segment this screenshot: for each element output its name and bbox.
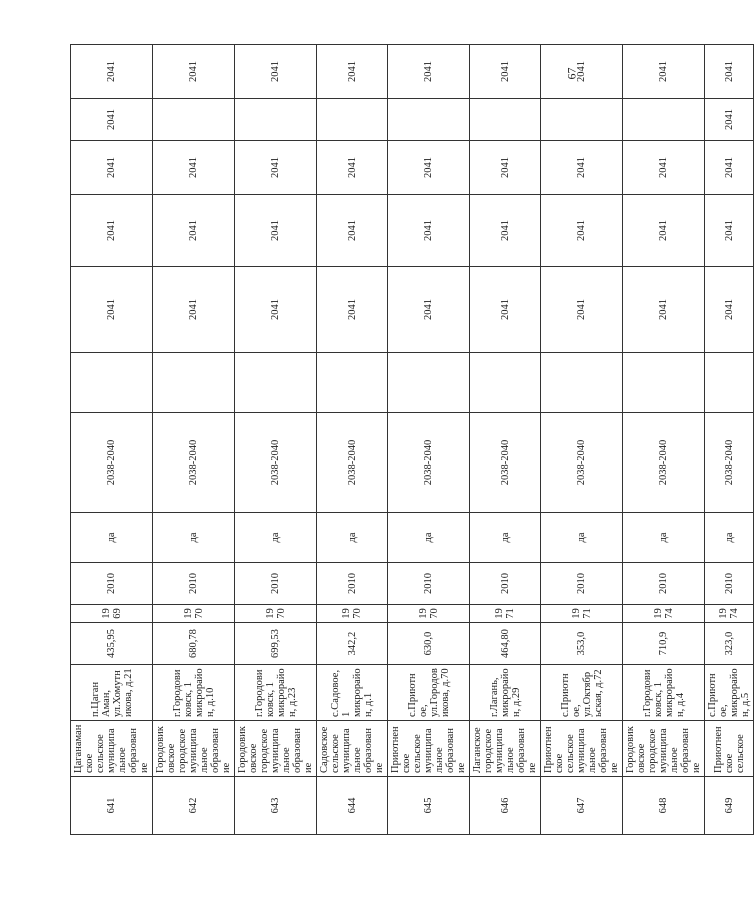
empty-cell (153, 353, 235, 413)
survey-year-cell: 2010 (623, 563, 705, 605)
year-cell (235, 99, 317, 141)
area-cell: 342,2 (317, 623, 388, 665)
area-cell: 680,78 (153, 623, 235, 665)
flag-cell: да (541, 513, 623, 563)
year-cell: 2041 (317, 267, 388, 353)
empty-cell (541, 353, 623, 413)
empty-cell (235, 353, 317, 413)
year-cell: 2041 (388, 45, 470, 99)
address-cell: п.Цаган Аман, ул.Хомутникова, д.21 (71, 665, 153, 721)
year-cell (470, 99, 541, 141)
row-number: 646 (470, 777, 541, 835)
row-number: 644 (317, 777, 388, 835)
year-cell: 2041 (541, 195, 623, 267)
row-number: 649 (705, 777, 754, 835)
table-row (623, 45, 705, 835)
table-row (541, 45, 623, 835)
year-cell: 2041 (623, 45, 705, 99)
period-cell: 2038-2040 (235, 413, 317, 513)
year-cell: 2041 (317, 195, 388, 267)
area-cell: 464,80 (470, 623, 541, 665)
year-cell: 2041 (623, 195, 705, 267)
survey-year-cell: 2010 (317, 563, 388, 605)
row-number: 642 (153, 777, 235, 835)
year-built-cell: 1971 (470, 605, 541, 623)
municipality-cell: Городовиковское городское муниципальное образование (153, 721, 235, 777)
period-cell: 2038-2040 (705, 413, 754, 513)
municipality-cell: Городовиковское городское муниципальное образование (623, 721, 705, 777)
year-cell: 2041 (388, 195, 470, 267)
survey-year-cell: 2010 (388, 563, 470, 605)
year-built-cell: 1970 (388, 605, 470, 623)
survey-year-cell: 2010 (470, 563, 541, 605)
period-cell: 2038-2040 (388, 413, 470, 513)
year-cell: 2041 (317, 45, 388, 99)
period-cell: 2038-2040 (623, 413, 705, 513)
table-row (705, 45, 754, 835)
empty-cell (71, 353, 153, 413)
municipality-cell: Приютненское сельское (705, 721, 754, 777)
year-built-cell: 1974 (705, 605, 754, 623)
period-cell: 2038-2040 (470, 413, 541, 513)
flag-cell: да (153, 513, 235, 563)
area-cell: 710,9 (623, 623, 705, 665)
address-cell: г.Городовиковск, 1 микрорайон, д.4 (623, 665, 705, 721)
year-cell: 2041 (153, 141, 235, 195)
empty-cell (705, 353, 754, 413)
year-built-cell: 1971 (541, 605, 623, 623)
year-cell: 2041 (470, 267, 541, 353)
year-built-cell: 1970 (153, 605, 235, 623)
table-row (470, 45, 541, 835)
year-cell: 2041 (623, 267, 705, 353)
year-cell: 2041 (541, 45, 623, 99)
row-number: 648 (623, 777, 705, 835)
year-cell: 2041 (71, 195, 153, 267)
year-cell: 2041 (470, 45, 541, 99)
year-cell: 2041 (317, 141, 388, 195)
period-cell: 2038-2040 (541, 413, 623, 513)
year-cell: 2041 (705, 99, 754, 141)
year-cell: 2041 (470, 195, 541, 267)
area-cell: 699,53 (235, 623, 317, 665)
municipality-cell: Приютненское сельское муниципальное образование (541, 721, 623, 777)
municipality-cell: Городовиковское городское муниципальное образование (235, 721, 317, 777)
survey-year-cell: 2010 (705, 563, 754, 605)
year-built-cell: 1970 (317, 605, 388, 623)
table-row (388, 45, 470, 835)
row-number: 647 (541, 777, 623, 835)
area-cell: 435,95 (71, 623, 153, 665)
flag-cell: да (235, 513, 317, 563)
year-cell: 2041 (388, 267, 470, 353)
flag-cell: да (71, 513, 153, 563)
year-cell (317, 99, 388, 141)
table-row (317, 45, 388, 835)
year-cell: 2041 (235, 267, 317, 353)
row-number: 645 (388, 777, 470, 835)
year-cell: 2041 (153, 267, 235, 353)
municipality-cell: Садовское сельское муниципальное образование (317, 721, 388, 777)
year-cell: 2041 (71, 45, 153, 99)
year-built-cell: 1974 (623, 605, 705, 623)
table-row (71, 45, 153, 835)
year-cell: 2041 (705, 267, 754, 353)
year-cell: 2041 (705, 141, 754, 195)
empty-cell (470, 353, 541, 413)
year-cell: 2041 (71, 141, 153, 195)
address-cell: с.Приютное, ул.Городовикова, д.70 (388, 665, 470, 721)
year-cell: 2041 (541, 141, 623, 195)
year-cell: 2041 (705, 195, 754, 267)
row-number: 641 (71, 777, 153, 835)
flag-cell: да (623, 513, 705, 563)
housing-register-table (70, 44, 754, 835)
survey-year-cell: 2010 (541, 563, 623, 605)
year-cell: 2041 (470, 141, 541, 195)
address-cell: г.Городовиковск, 1 микрорайон, д.10 (153, 665, 235, 721)
table-row (153, 45, 235, 835)
address-cell: г.Городовиковск, 1 микрорайон, д.23 (235, 665, 317, 721)
municipality-cell: Цаганаманское сельское муниципальное образование (71, 721, 153, 777)
year-cell: 2041 (541, 267, 623, 353)
year-built-cell: 1970 (235, 605, 317, 623)
survey-year-cell: 2010 (71, 563, 153, 605)
address-cell: с.Приютное, ул.Октябрьская, д.72 (541, 665, 623, 721)
year-cell: 2041 (71, 99, 153, 141)
year-cell: 2041 (388, 141, 470, 195)
flag-cell: да (470, 513, 541, 563)
municipality-cell: Лаганское городское муниципальное образование (470, 721, 541, 777)
empty-cell (388, 353, 470, 413)
year-cell: 2041 (153, 45, 235, 99)
year-cell: 2041 (235, 45, 317, 99)
year-cell: 2041 (71, 267, 153, 353)
year-cell: 2041 (705, 45, 754, 99)
year-cell: 2041 (623, 141, 705, 195)
year-cell: 2041 (235, 141, 317, 195)
year-cell: 2041 (153, 195, 235, 267)
address-cell: с.Садовое, 1 микрорайон, д.1 (317, 665, 388, 721)
flag-cell: да (317, 513, 388, 563)
survey-year-cell: 2010 (153, 563, 235, 605)
period-cell: 2038-2040 (153, 413, 235, 513)
survey-year-cell: 2010 (235, 563, 317, 605)
period-cell: 2038-2040 (317, 413, 388, 513)
year-cell (388, 99, 470, 141)
area-cell: 323,0 (705, 623, 754, 665)
page-number: 67 (564, 67, 579, 80)
area-cell: 630,0 (388, 623, 470, 665)
empty-cell (623, 353, 705, 413)
period-cell: 2038-2040 (71, 413, 153, 513)
year-cell (541, 99, 623, 141)
municipality-cell: Приютненское сельское муниципальное образование (388, 721, 470, 777)
table-row (235, 45, 317, 835)
year-cell (153, 99, 235, 141)
empty-cell (317, 353, 388, 413)
flag-cell: да (705, 513, 754, 563)
year-cell: 2041 (235, 195, 317, 267)
year-built-cell: 1969 (71, 605, 153, 623)
row-number: 643 (235, 777, 317, 835)
address-cell: г.Лагань, микрорайон, д.29 (470, 665, 541, 721)
year-cell (623, 99, 705, 141)
area-cell: 353,0 (541, 623, 623, 665)
address-cell: с.Приютное, микрорайон, д.5 (705, 665, 754, 721)
flag-cell: да (388, 513, 470, 563)
